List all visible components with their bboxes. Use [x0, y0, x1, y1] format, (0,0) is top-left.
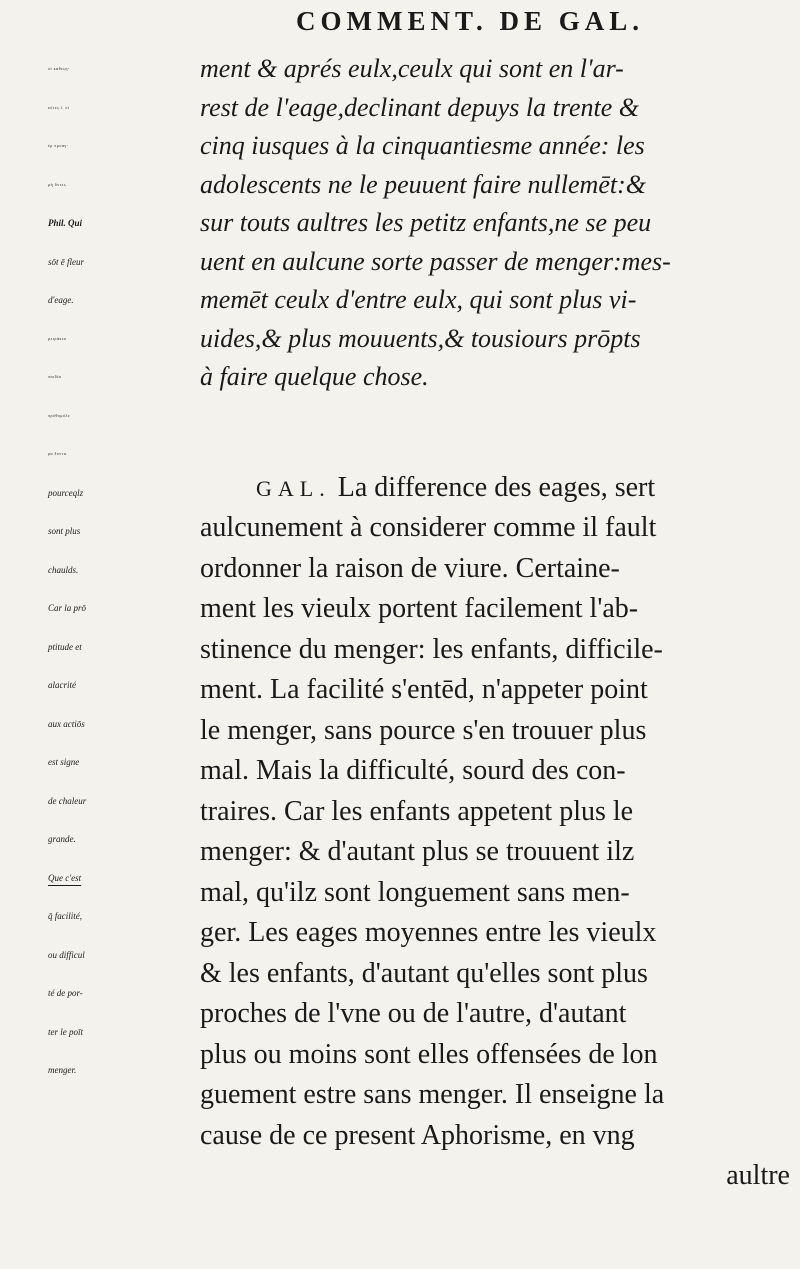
- margin-note: de chaleur: [48, 795, 87, 806]
- margin-note: sont plus: [48, 526, 81, 536]
- margin-note: alacrité: [48, 680, 76, 690]
- text-line-content: La difference des eages, sert: [337, 471, 656, 503]
- text-line: le menger, sans pource s'en trouuer plus: [200, 714, 647, 746]
- catchword: aultre: [726, 1160, 790, 1191]
- margin-note: chaulds.: [48, 564, 79, 575]
- margin-note: té de por-: [48, 988, 83, 998]
- text-line: cinq iusques à la cinquantiesme année: les: [200, 131, 645, 160]
- text-line: stinence du menger: les enfants, difficile-: [200, 633, 663, 665]
- margin-note: οἱ καθεςη-: [48, 66, 70, 71]
- text-line: proches de l'vne ou de l'autre, d'autant: [200, 998, 627, 1029]
- text-line: cause de ce present Aphorisme, en vng: [200, 1119, 635, 1151]
- margin-note: κότες.ἰ. οἱ: [48, 104, 70, 110]
- margin-note: μὴ ὄντες.: [48, 181, 68, 187]
- text-line: rest de l'eage,declinant depuys la trente &: [200, 92, 640, 122]
- text-line: mal, qu'ilz sont longuement sans men-: [200, 876, 630, 908]
- text-line: guement estre sans menger. Il enseigne la: [200, 1079, 665, 1110]
- margin-note: d'eage.: [48, 295, 74, 305]
- margin-note: menger.: [48, 1065, 77, 1075]
- text-line: ger. Les eages moyennes entre les vieulx: [200, 917, 657, 948]
- commentary-paragraph: [200, 468, 790, 1197]
- text-line: ment & aprés eulx,ceulx qui sont en l'ar-: [200, 54, 624, 83]
- text-line: memēt ceulx d'entre eulx, qui sont plus vi-: [200, 285, 637, 314]
- margin-note: ou difficul: [48, 949, 85, 960]
- margin-note: Car la prō: [48, 603, 87, 613]
- margin-note: ptitude et: [48, 641, 82, 652]
- margin-note: Que c'est: [48, 872, 82, 883]
- margin-note: πρόθυμόλε: [48, 412, 71, 418]
- text-line: [200, 468, 790, 509]
- margin-note: μειράκια: [48, 335, 67, 341]
- text-line: plus ou moins sont elles offensées de lon: [200, 1038, 658, 1070]
- margin-notes: [48, 50, 208, 1090]
- text-line: à faire quelque chose.: [200, 362, 429, 391]
- text-line: ordonner la raison de viure. Certaine-: [200, 552, 620, 584]
- text-line: & les enfants, d'autant qu'elles sont plus: [200, 957, 648, 989]
- text-line: ment. La facilité s'entēd, n'appeter point: [200, 674, 648, 705]
- margin-note: pourceqlz: [48, 487, 84, 498]
- margin-note: παιδία: [48, 374, 62, 379]
- text-line: adolescents ne le peuuent faire nullemēt:&: [200, 169, 646, 199]
- running-head: COMMENT. DE GAL.: [296, 6, 644, 36]
- margin-note: est signe: [48, 757, 80, 767]
- text-line: ment les vieulx portent facilement l'ab-: [200, 593, 639, 624]
- margin-note: q̄ facilité,: [48, 911, 82, 921]
- speaker-label: GAL.: [256, 475, 331, 501]
- margin-note: sōt ē fleur: [48, 256, 84, 267]
- text-line: uent en aulcune sorte passer de menger:mes-: [200, 246, 671, 276]
- paragraph-gap: [200, 397, 790, 474]
- text-line: mal. Mais la difficulté, sourd des con-: [200, 755, 626, 786]
- margin-note: Phil. Qui: [48, 218, 83, 228]
- text-line: sur touts aultres les petitz enfants,ne se peu: [200, 208, 652, 237]
- italic-paragraph: [200, 50, 790, 397]
- main-text: [200, 50, 790, 1197]
- text-line: uides,& plus mouuents,& tousiours prōpts: [200, 323, 641, 353]
- margin-note: ter le poīt: [48, 1026, 83, 1037]
- margin-note: ἐμ προαγ-: [48, 143, 69, 148]
- text-line: aulcunement à considerer comme il fault: [200, 512, 657, 543]
- text-line: menger: & d'autant plus se trouuent ilz: [200, 836, 635, 867]
- margin-note: aux actiōs: [48, 718, 85, 729]
- text-line: traires. Car les enfants appetent plus le: [200, 795, 634, 827]
- margin-note: ρα ἔοντα.: [48, 451, 68, 456]
- margin-note: grande.: [48, 834, 76, 844]
